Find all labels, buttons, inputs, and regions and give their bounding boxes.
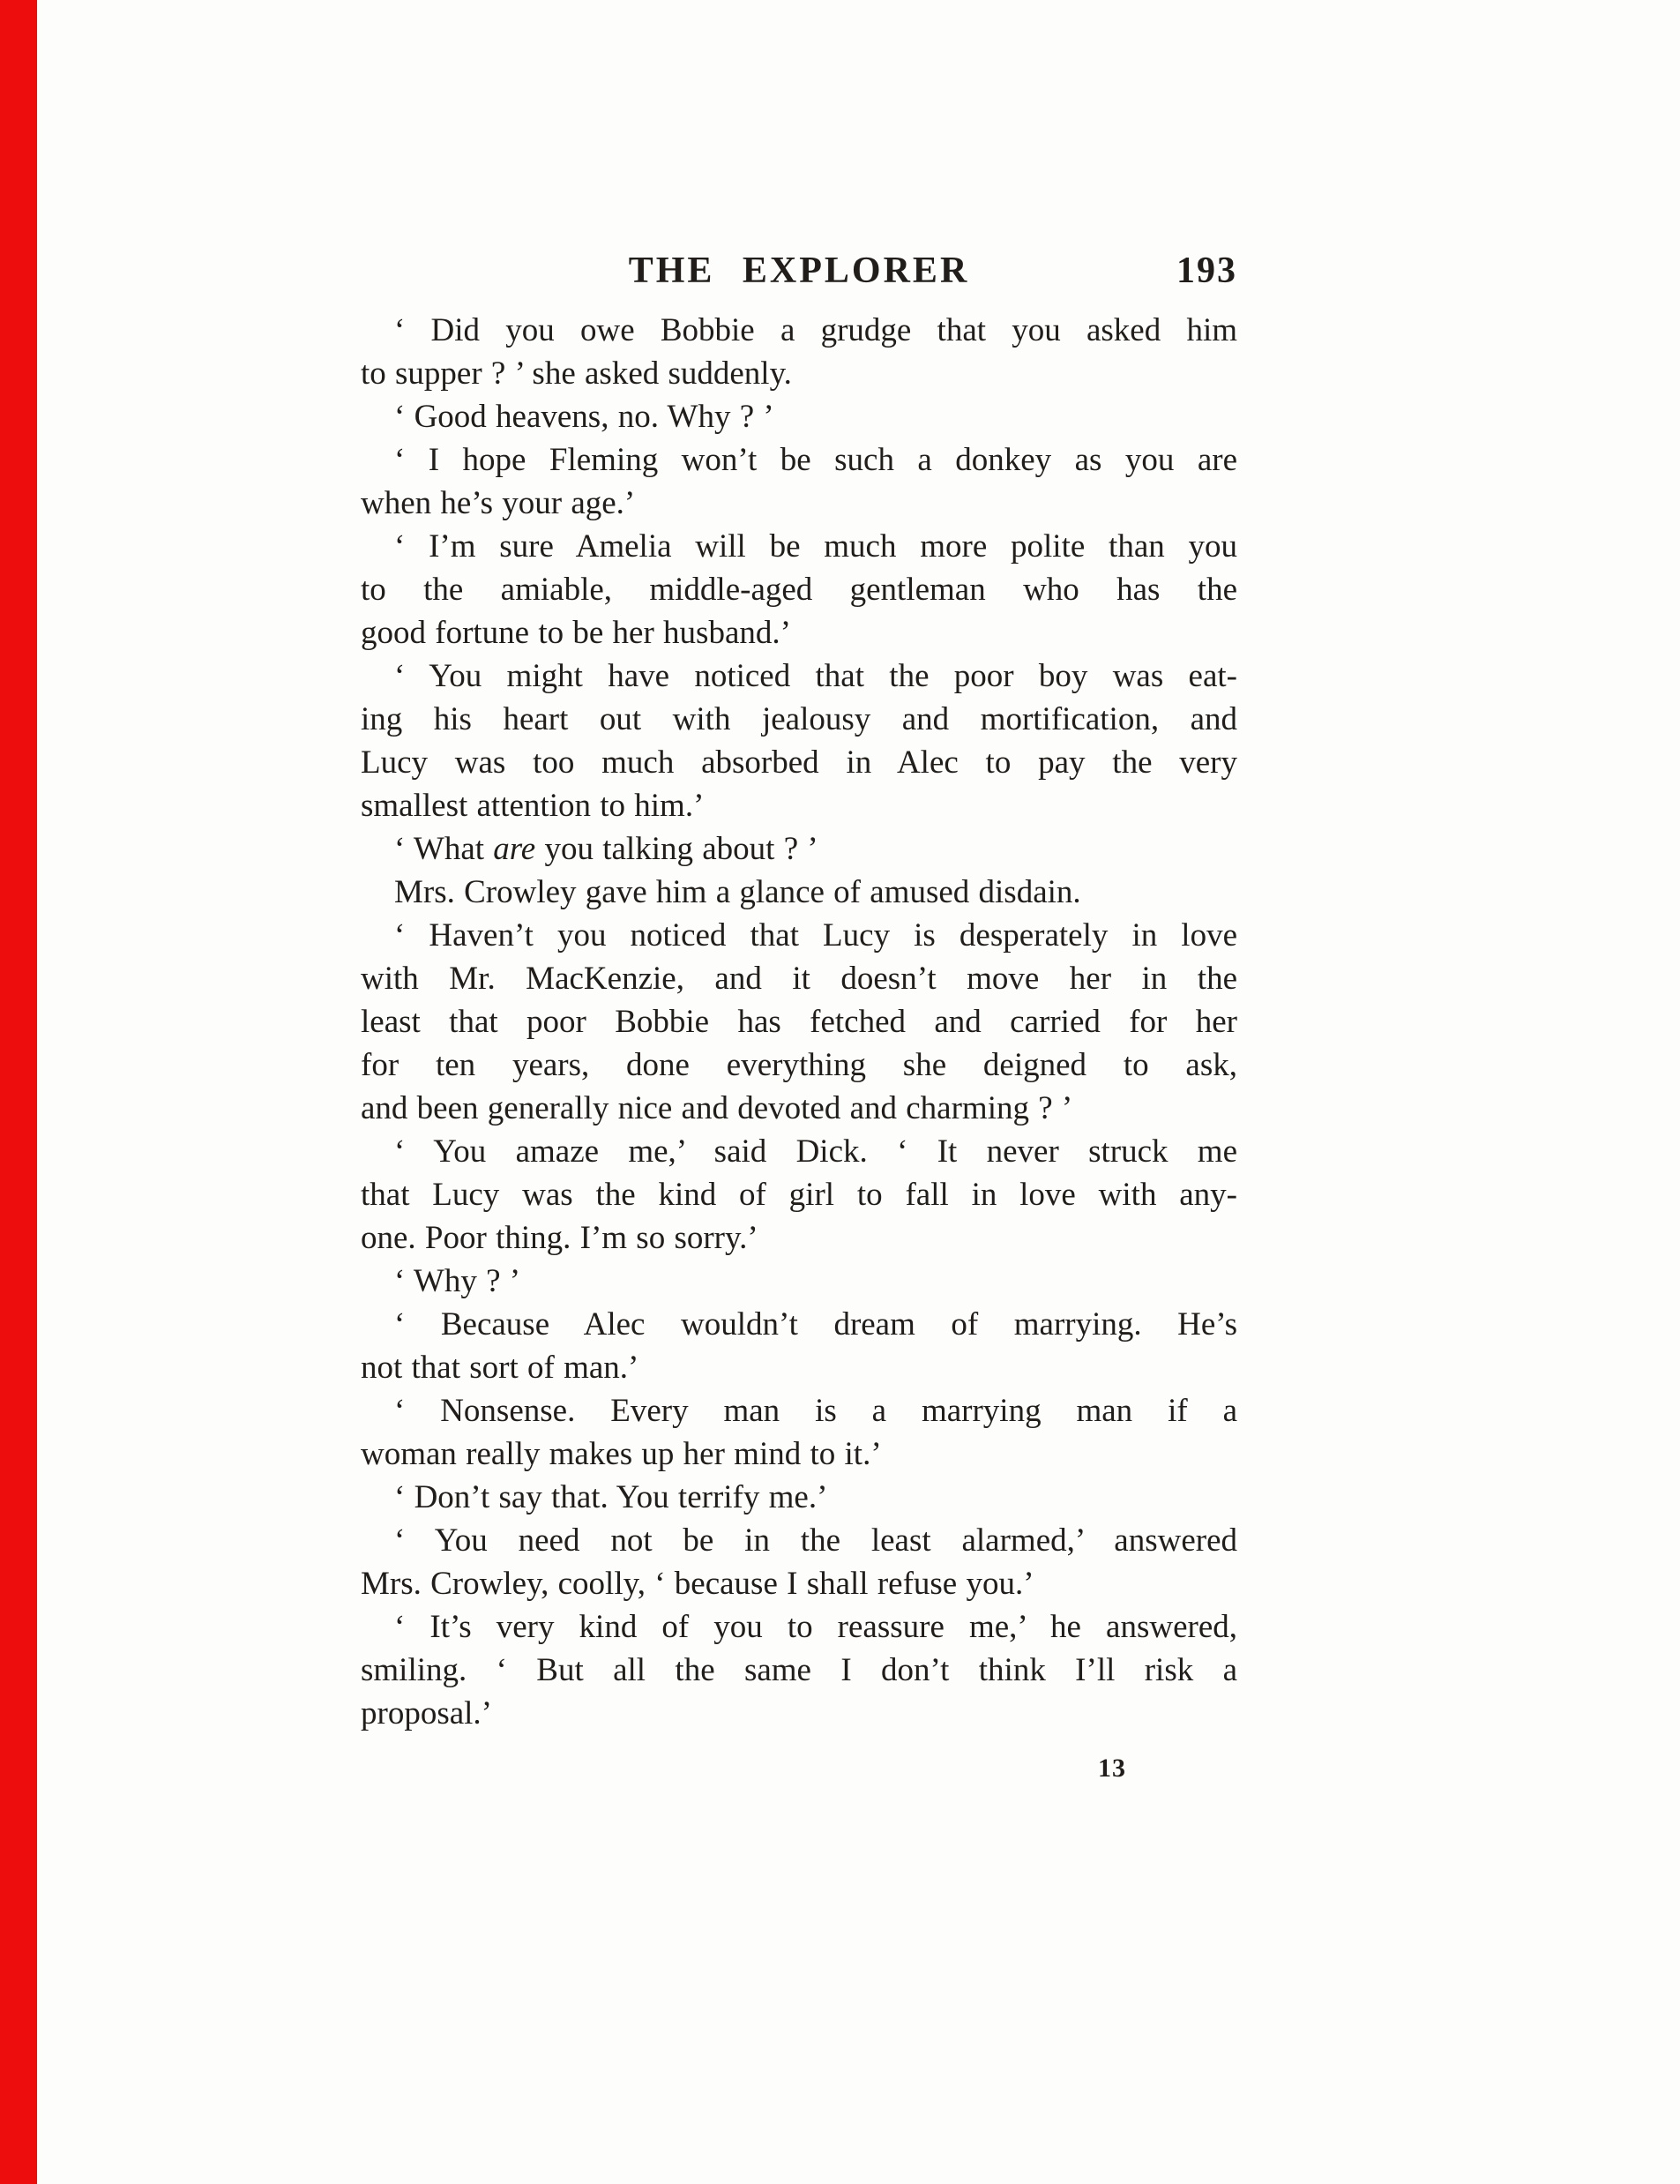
text-line xyxy=(361,784,1237,827)
text-run: ‘ What xyxy=(394,831,494,867)
text-run: woman really makes up her mind to it.’ xyxy=(361,1436,882,1472)
text-line xyxy=(361,1260,1237,1303)
text-line xyxy=(361,438,1237,482)
text-line xyxy=(361,827,1237,871)
text-line xyxy=(361,957,1237,1000)
text-run: proposal.’ xyxy=(361,1695,492,1731)
text-run: good fortune to be her husband.’ xyxy=(361,615,791,651)
text-line xyxy=(361,1432,1237,1476)
text-line xyxy=(361,1692,1237,1735)
body-text xyxy=(361,309,1237,1735)
paragraph xyxy=(361,1130,1237,1260)
text-run: ‘ Did you owe Bobbie a grudge that you asked him xyxy=(394,312,1237,348)
text-run: ‘ I’m sure Amelia will be much more polite than you xyxy=(394,528,1237,565)
paragraph xyxy=(361,525,1237,654)
text-run: ‘ Nonsense. Every man is a marrying man if a xyxy=(394,1393,1237,1429)
text-run: ‘ Why ? ’ xyxy=(394,1263,521,1299)
text-line xyxy=(361,1476,1237,1519)
signature-mark: 13 xyxy=(1098,1754,1126,1783)
text-run: when he’s your age.’ xyxy=(361,485,636,521)
text-line xyxy=(361,1130,1237,1173)
red-edge-stripe xyxy=(0,0,37,2184)
paragraph xyxy=(361,438,1237,525)
text-line xyxy=(361,1346,1237,1389)
text-run: not that sort of man.’ xyxy=(361,1350,639,1386)
paragraph xyxy=(361,1519,1237,1605)
text-line xyxy=(361,698,1237,741)
text-run: ing his heart out with jealousy and mortification, and xyxy=(361,701,1237,737)
text-run: Mrs. Crowley, coolly, ‘ because I shall refuse you.’ xyxy=(361,1566,1034,1602)
text-line xyxy=(361,568,1237,611)
text-line xyxy=(361,914,1237,957)
text-line xyxy=(361,1087,1237,1130)
paragraph xyxy=(361,827,1237,871)
paragraph xyxy=(361,914,1237,1130)
text-run: Lucy was too much absorbed in Alec to pay the very xyxy=(361,744,1237,781)
text-line xyxy=(361,395,1237,438)
text-run: that Lucy was the kind of girl to fall in love with any- xyxy=(361,1177,1237,1213)
text-line xyxy=(361,1216,1237,1260)
header-page-number: 193 xyxy=(1176,251,1237,291)
text-line xyxy=(361,871,1237,914)
paragraph xyxy=(361,1260,1237,1303)
italic-text-run: are xyxy=(493,831,536,867)
paragraph xyxy=(361,871,1237,914)
text-run: ‘ You amaze me,’ said Dick. ‘ It never struck me xyxy=(394,1133,1237,1170)
text-run: to supper ? ’ she asked suddenly. xyxy=(361,355,792,392)
paragraph xyxy=(361,1605,1237,1735)
text-run: ‘ It’s very kind of you to reassure me,’ he answered, xyxy=(394,1609,1237,1645)
text-line xyxy=(361,611,1237,654)
paragraph xyxy=(361,1476,1237,1519)
text-run: ‘ Haven’t you noticed that Lucy is desperately in love xyxy=(394,917,1237,954)
text-line xyxy=(361,352,1237,395)
text-run: for ten years, done everything she deigned to ask, xyxy=(361,1047,1237,1083)
paragraph xyxy=(361,654,1237,827)
text-line xyxy=(361,1303,1237,1346)
text-run: ‘ Don’t say that. You terrify me.’ xyxy=(394,1479,828,1515)
text-run: with Mr. MacKenzie, and it doesn’t move her in the xyxy=(361,961,1237,997)
text-line xyxy=(361,1000,1237,1043)
text-run: Mrs. Crowley gave him a glance of amused disdain. xyxy=(394,874,1081,910)
text-run: least that poor Bobbie has fetched and carried for her xyxy=(361,1004,1237,1040)
text-run: ‘ I hope Fleming won’t be such a donkey as you are xyxy=(394,442,1237,478)
text-line xyxy=(361,1043,1237,1087)
text-run: one. Poor thing. I’m so sorry.’ xyxy=(361,1220,758,1256)
text-run: smiling. ‘ But all the same I don’t think I’ll risk a xyxy=(361,1652,1237,1688)
text-run: ‘ Because Alec wouldn’t dream of marrying. He’s xyxy=(394,1306,1237,1343)
header-title: THE EXPLORER xyxy=(628,251,970,291)
text-line xyxy=(361,1649,1237,1692)
text-run: you talking about ? ’ xyxy=(535,831,818,867)
paragraph xyxy=(361,395,1237,438)
text-line xyxy=(361,1389,1237,1432)
text-run: and been generally nice and devoted and charming ? ’ xyxy=(361,1090,1073,1126)
text-line xyxy=(361,482,1237,525)
text-line xyxy=(361,1519,1237,1562)
paragraph xyxy=(361,1303,1237,1389)
text-line xyxy=(361,525,1237,568)
text-line xyxy=(361,1605,1237,1649)
text-line xyxy=(361,1173,1237,1216)
paragraph xyxy=(361,1389,1237,1476)
text-run: ‘ You might have noticed that the poor boy was eat- xyxy=(394,658,1237,694)
text-run: to the amiable, middle-aged gentleman who has the xyxy=(361,572,1237,608)
text-line xyxy=(361,1562,1237,1605)
running-header xyxy=(361,250,1237,297)
text-line xyxy=(361,654,1237,698)
text-line xyxy=(361,741,1237,784)
text-run: ‘ Good heavens, no. Why ? ’ xyxy=(394,399,774,435)
text-line xyxy=(361,309,1237,352)
text-run: ‘ You need not be in the least alarmed,’ answered xyxy=(394,1522,1237,1559)
text-run: smallest attention to him.’ xyxy=(361,788,705,824)
paragraph xyxy=(361,309,1237,395)
